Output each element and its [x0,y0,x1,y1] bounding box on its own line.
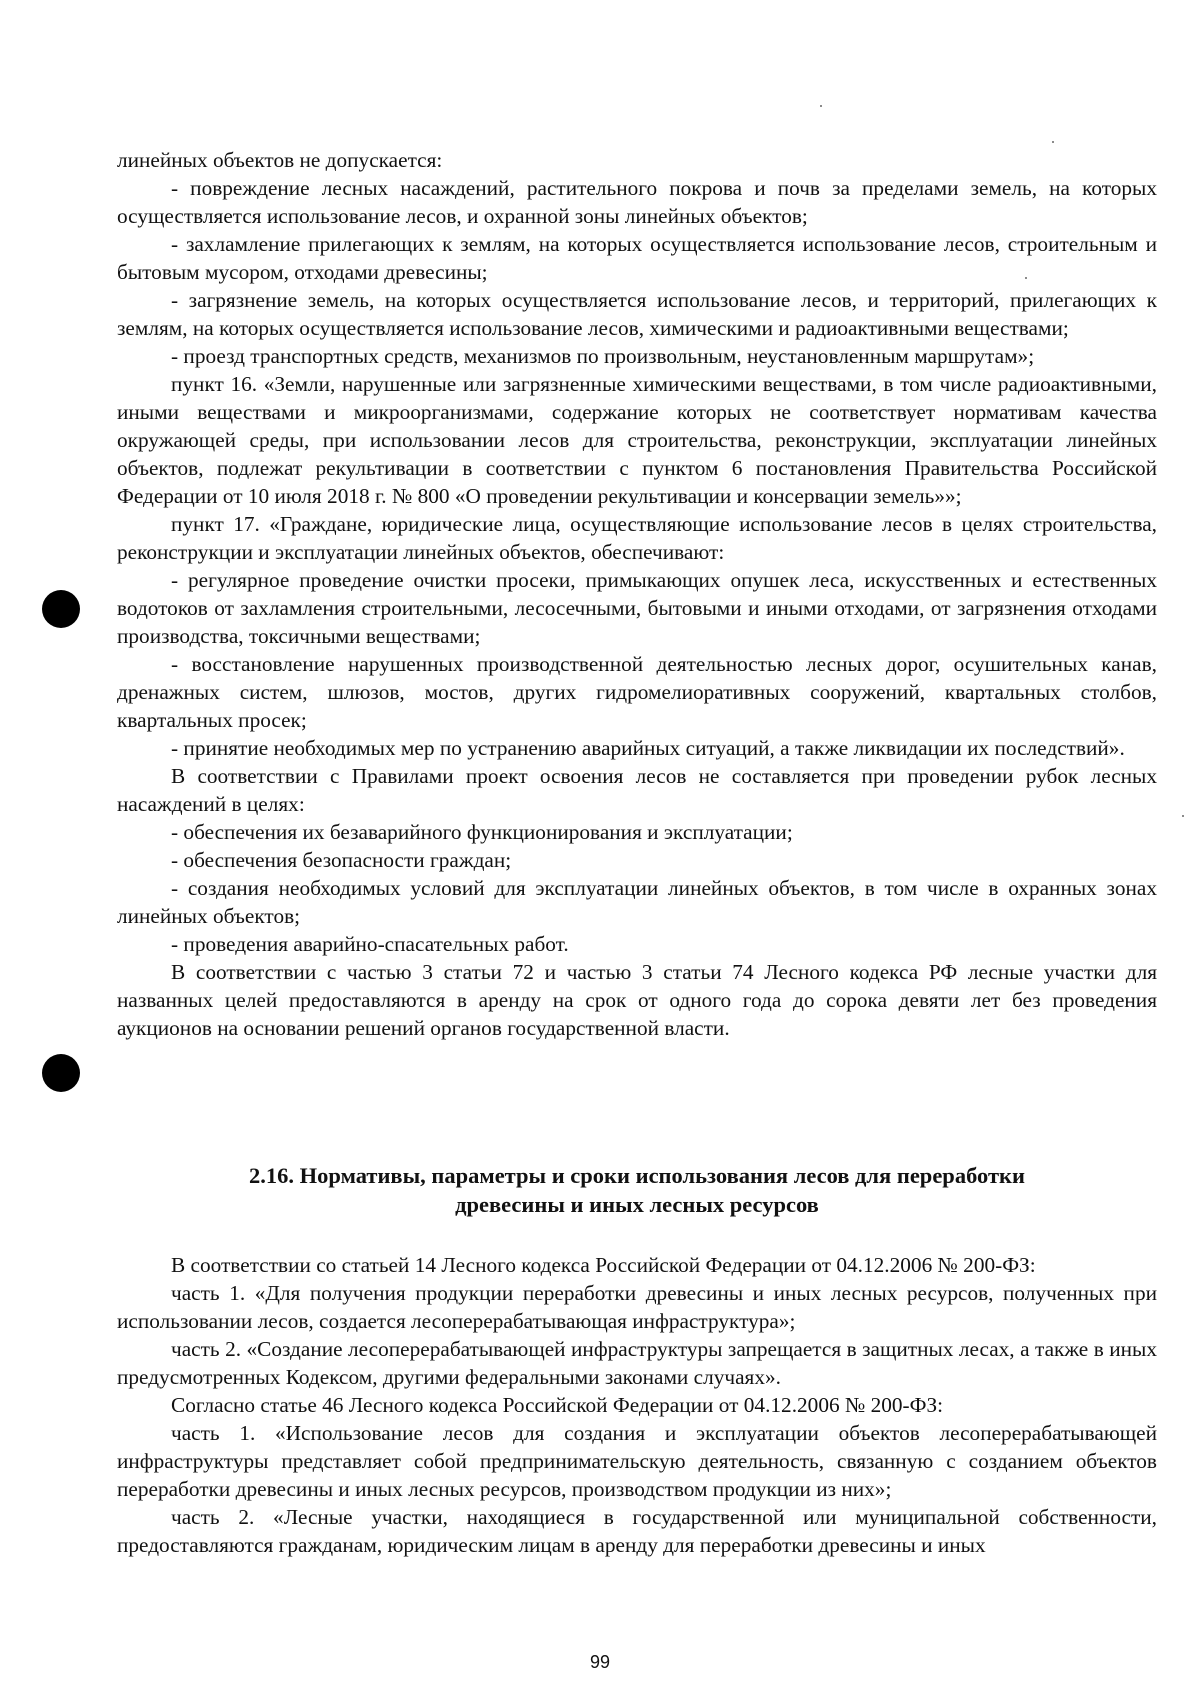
paragraph: В соответствии с Правилами проект освоения лесов не составляется при проведении рубок лесных насаждений в целях: [117,764,1157,816]
page-number: 99 [589,1652,611,1672]
scan-speck [1182,815,1184,817]
punch-hole [42,1054,80,1092]
paragraph: - проезд транспортных средств, механизмов по произвольным, неустановленным маршрутам»; [171,344,1035,368]
paragraph: - принятие необходимых мер по устранению аварийных ситуаций, а также ликвидации их последствий». [171,736,1125,760]
paragraph: - загрязнение земель, на которых осуществляется использование лесов, и территорий, прилегающих к землям, на которых осуществляется использование лесов, химическими и радиоактивными веществами; [117,288,1157,340]
paragraph: часть 1. «Для получения продукции переработки древесины и иных лесных ресурсов, полученных при использовании лесов, создается лесоперерабатывающая инфраструктура»; [117,1281,1157,1333]
body-text-bottom [117,1251,1157,1559]
paragraph: часть 2. «Лесные участки, находящиеся в государственной или муниципальной собственности, предоставляются гражданам, юридическим лицам в аренду для переработки древесины и иных [117,1505,1157,1557]
paragraph: - создания необходимых условий для эксплуатации линейных объектов, в том числе в охранных зонах линейных объектов; [117,876,1157,928]
paragraph: линейных объектов не допускается: [117,148,443,172]
section-heading-line-2: древесины и иных лесных ресурсов [455,1192,819,1217]
paragraph: часть 1. «Использование лесов для создания и эксплуатации объектов лесоперерабатывающей инфраструктуры представляет собой предпринимательскую деятельность, связанную с созданием объектов переработки древесины и иных лесных ресурсов, производством продукции из них»; [117,1421,1157,1501]
paragraph: пункт 17. «Граждане, юридические лица, осуществляющие использование лесов в целях строительства, реконструкции и эксплуатации линейных объектов, обеспечивают: [117,512,1157,564]
paragraph: часть 2. «Создание лесоперерабатывающей инфраструктуры запрещается в защитных лесах, а также в иных предусмотренных Кодексом, другими федеральными законами случаях». [117,1337,1157,1389]
paragraph: - регулярное проведение очистки просеки, примыкающих опушек леса, искусственных и естественных водотоков от захламления строительными, лесосечными, бытовыми и иными отходами, от загрязнения отходами производства, токсичными веществами; [117,568,1157,648]
section-heading-line-1: 2.16. Нормативы, параметры и сроки использования лесов для переработки [249,1163,1025,1188]
paragraph: В соответствии с частью 3 статьи 72 и частью 3 статьи 74 Лесного кодекса РФ лесные участки для названных целей предоставляются в аренду на срок от одного года до сорока девяти лет без проведения аукционов на основании решений органов государственной власти. [117,960,1157,1040]
section-heading [117,1161,1157,1219]
paragraph: - обеспечения безопасности граждан; [171,848,512,872]
body-text-top [117,146,1157,1042]
paragraph: - проведения аварийно-спасательных работ. [171,932,569,956]
punch-hole [42,590,80,628]
paragraph: - захламление прилегающих к землям, на которых осуществляется использование лесов, строительным и бытовым мусором, отходами древесины; [117,232,1157,284]
paragraph: пункт 16. «Земли, нарушенные или загрязненные химическими веществами, в том числе радиоактивными, иными веществами и микроорганизмами, содержание которых не соответствует нормативам качества окружающей среды, при использовании лесов для строительства, реконструкции, эксплуатации линейных объектов, подлежат рекультивации в соответствии с пунктом 6 постановления Правительства Российской Федерации от 10 июля 2018 г. № 800 «О проведении рекультивации и консервации земель»»; [117,372,1157,508]
paragraph: В соответствии со статьей 14 Лесного кодекса Российской Федерации от 04.12.2006 № 200-ФЗ: [171,1253,1036,1277]
scan-speck [1052,141,1054,143]
paragraph: Согласно статье 46 Лесного кодекса Российской Федерации от 04.12.2006 № 200-ФЗ: [171,1393,944,1417]
paragraph: - восстановление нарушенных производственной деятельностью лесных дорог, осушительных канав, дренажных систем, шлюзов, мостов, других гидромелиоративных сооружений, квартальных столбов, квартальных просек; [117,652,1157,732]
paragraph: - повреждение лесных насаждений, растительного покрова и почв за пределами земель, на которых осуществляется использование лесов, и охранной зоны линейных объектов; [117,176,1157,228]
scan-speck [820,105,822,107]
paragraph: - обеспечения их безаварийного функционирования и эксплуатации; [171,820,793,844]
